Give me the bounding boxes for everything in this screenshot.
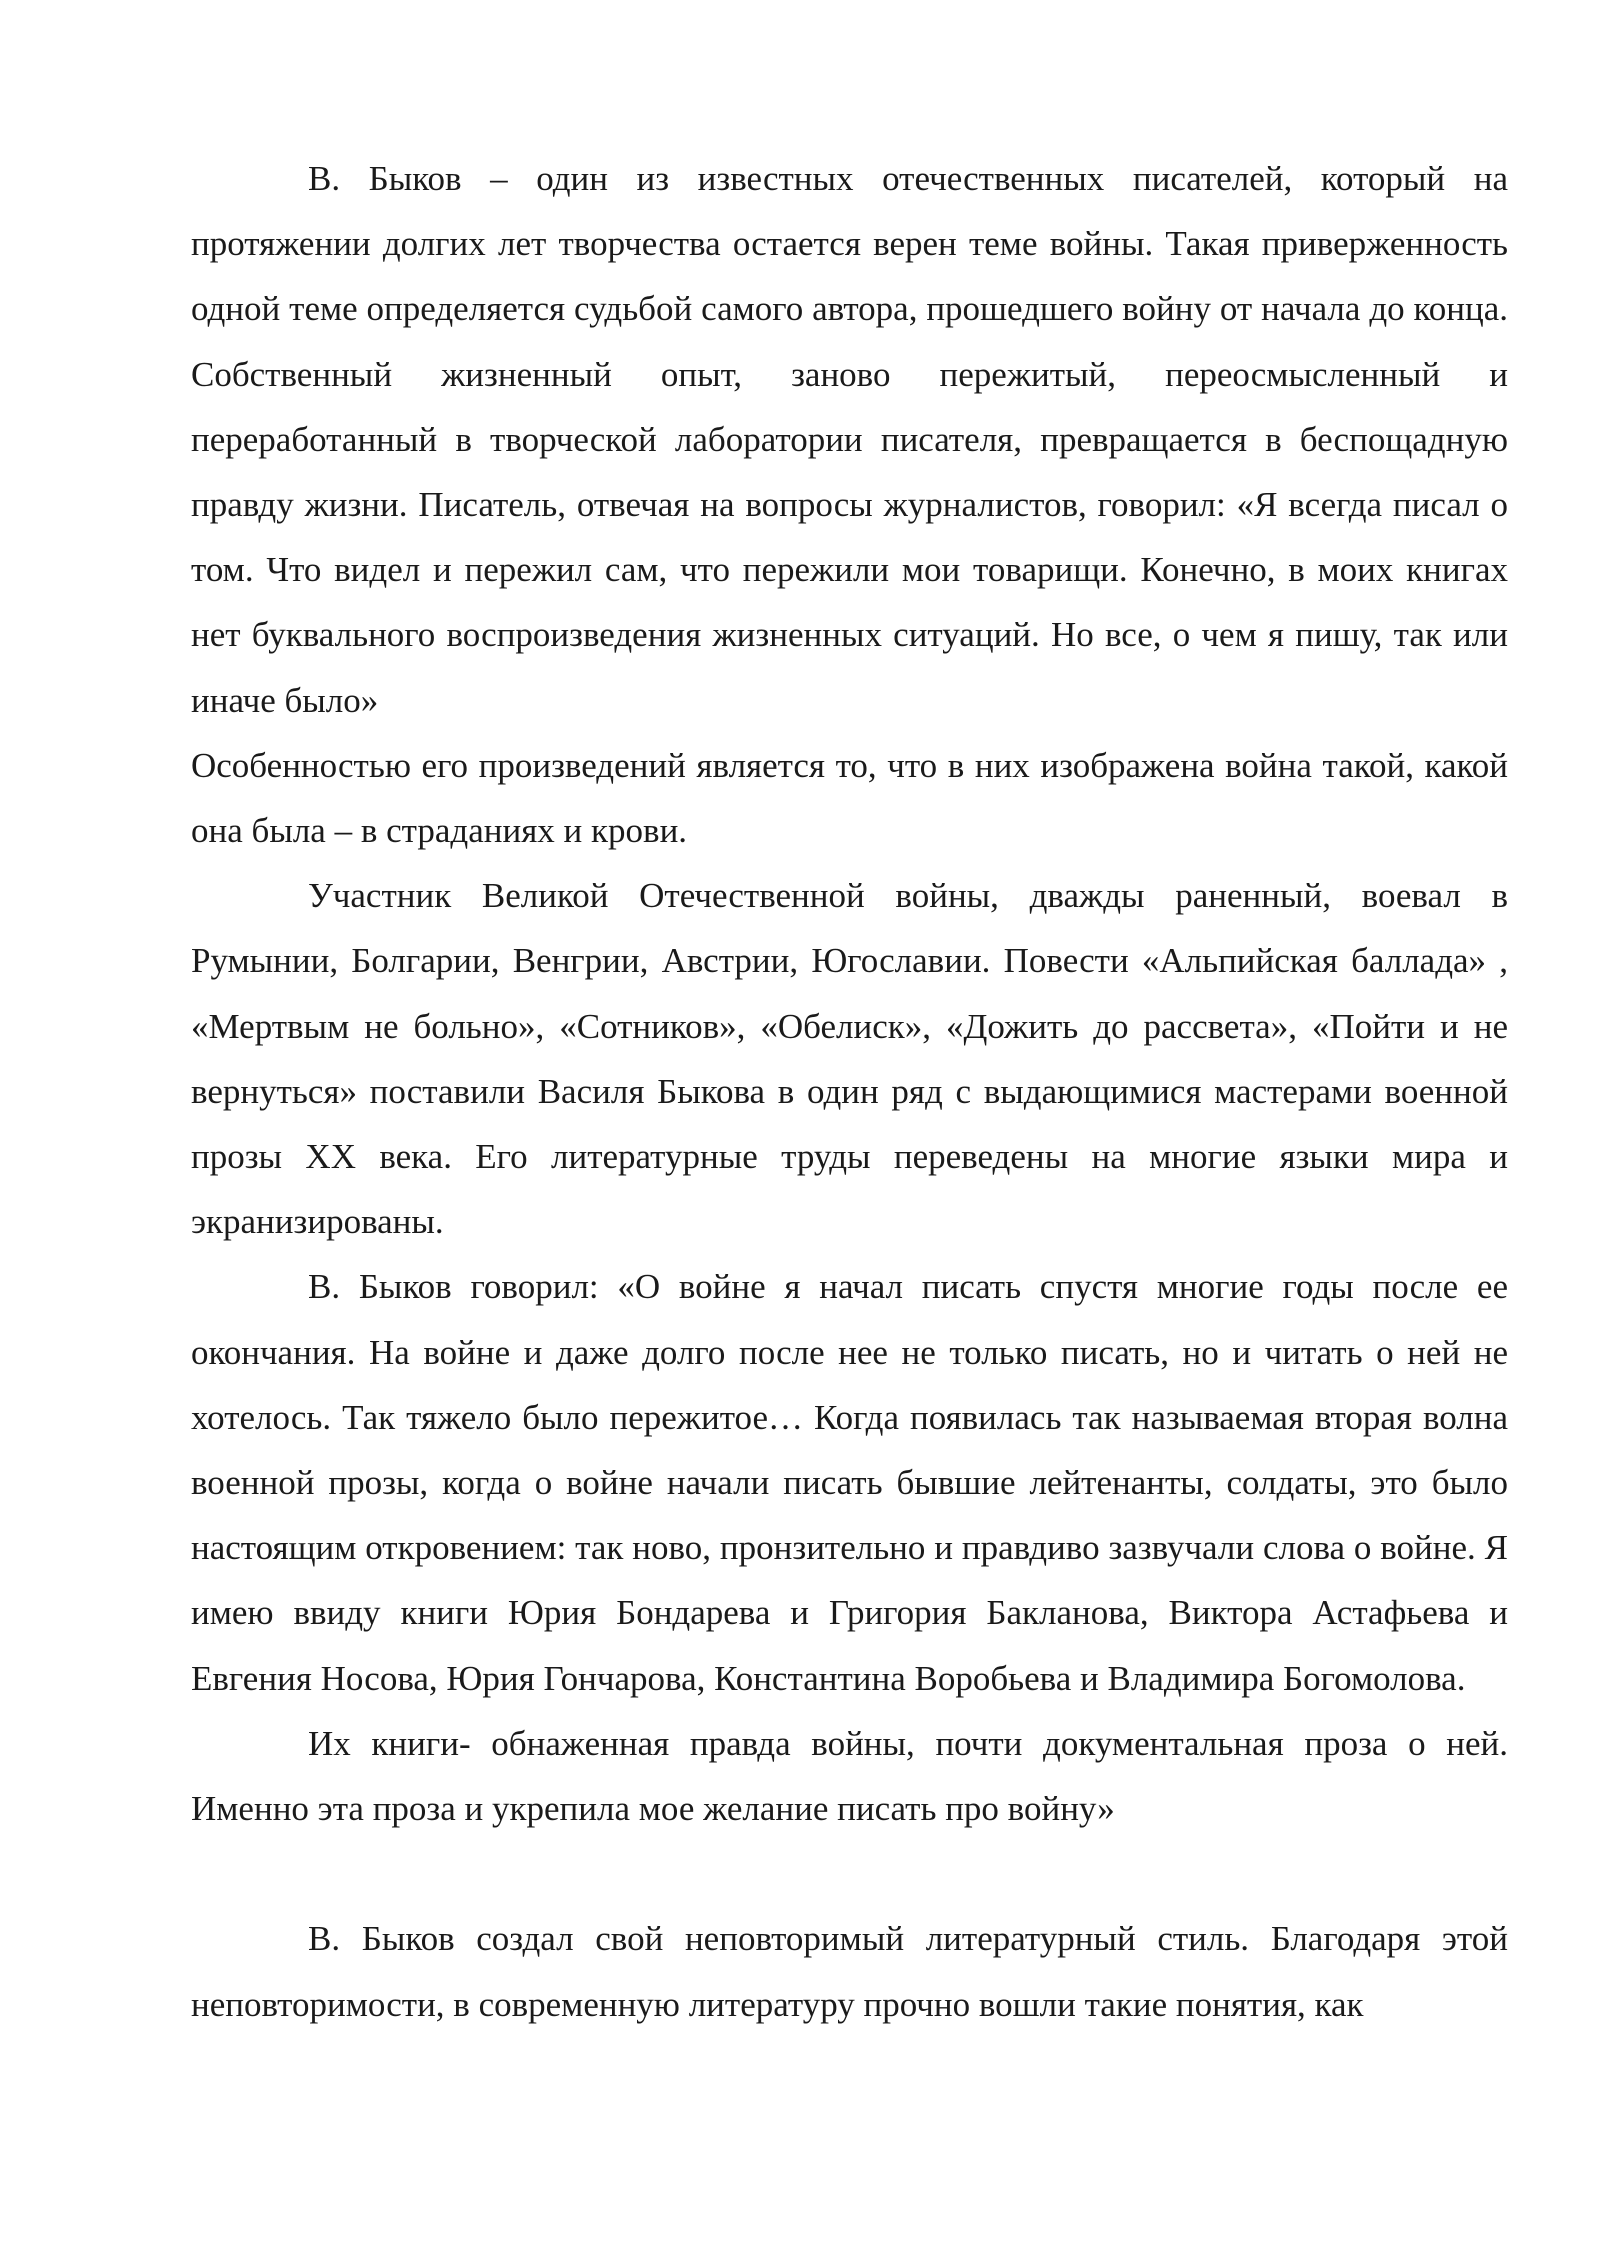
blank-line xyxy=(191,1841,1508,1906)
paragraph-4: В. Быков говорил: «О войне я начал писать спустя многие годы после ее окончания. На войне и даже долго после нее не только писать, но и читать о ней не хотелось. Так тяжело было пережитое… Когда появилась так называемая вторая волна военной прозы, когда о войне начали писать бывшие лейтенанты, солдаты, это было настоящим откровением: так ново, пронзительно и правдиво зазвучали слова о войне. Я имею ввиду книги Юрия Бондарева и Григория Бакланова, Виктора Астафьева и Евгения Носова, Юрия Гончарова, Константина Воробьева и Владимира Богомолова. xyxy=(191,1267,1508,1698)
paragraph-6: В. Быков создал свой неповторимый литературный стиль. Благодаря этой неповторимости, в современную литературу прочно вошли такие понятия, как xyxy=(191,1919,1508,2024)
paragraph-1: В. Быков – один из известных отечественных писателей, который на протяжении долгих лет творчества остается верен теме войны. Такая приверженность одной теме определяется судьбой самого автора, прошедшего войну от начала до конца. Собственный жизненный опыт, заново пережитый, переосмысленный и переработанный в творческой лаборатории писателя, превращается в беспощадную правду жизни. Писатель, отвечая на вопросы журналистов, говорил: «Я всегда писал о том. Что видел и пережил сам, что пережили мои товарищи. Конечно, в моих книгах нет буквального воспроизведения жизненных ситуаций. Но все, о чем я пишу, так или иначе было» xyxy=(191,159,1508,720)
paragraph-3: Участник Великой Отечественной войны, дважды раненный, воевал в Румынии, Болгарии, Венгрии, Австрии, Югославии. Повести «Альпийская баллада» , «Мертвым не больно», «Сотников», «Обелиск», «Дожить до рассвета», «Пойти и не вернуться» поставили Василя Быкова в один ряд с выдающимися мастерами военной прозы XX века. Его литературные труды переведены на многие языки мира и экранизированы. xyxy=(191,876,1508,1242)
paragraph-5: Их книги- обнаженная правда войны, почти документальная проза о ней. Именно эта проза и укрепила мое желание писать про войну» xyxy=(191,1723,1508,1829)
paragraph-2: Особенностью его произведений является то, что в них изображена война такой, какой она была – в страданиях и крови. xyxy=(191,745,1508,851)
document-body xyxy=(191,146,1508,2037)
